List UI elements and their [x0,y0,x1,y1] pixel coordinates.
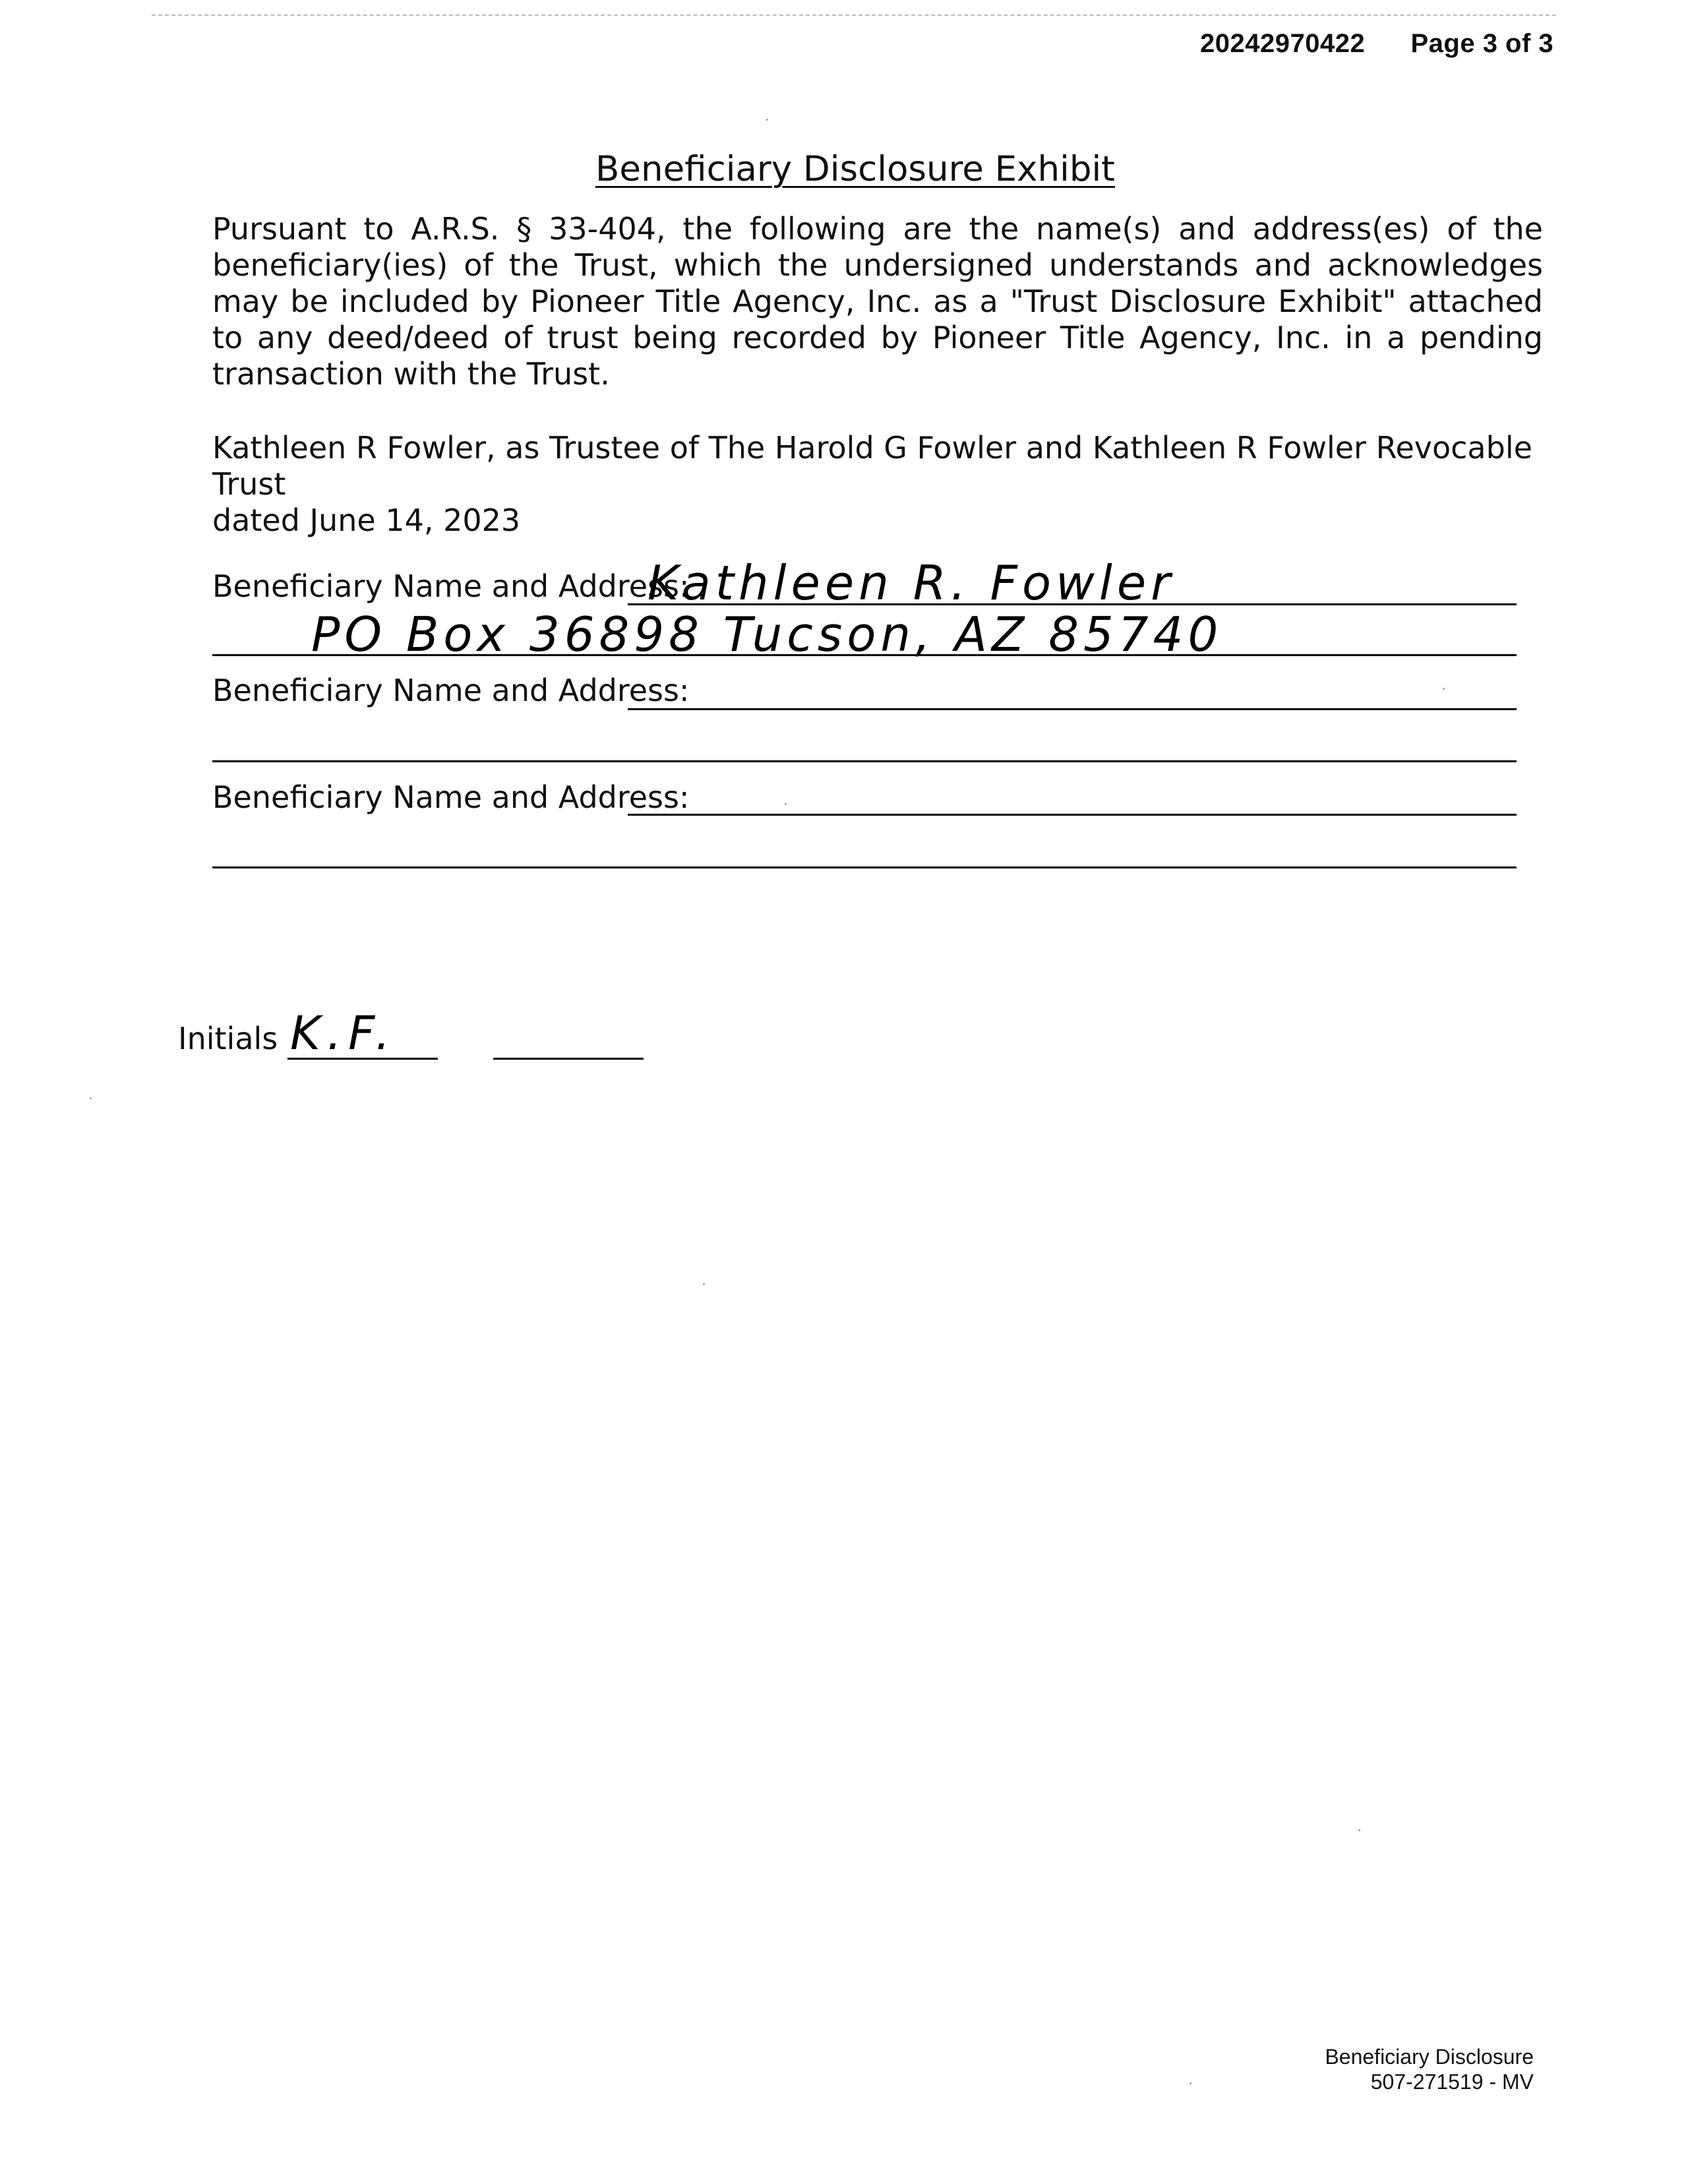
recording-header [1200,29,1553,59]
beneficiary-3-label: Beneficiary Name and Address: [212,779,690,815]
beneficiary-1-handwritten-address: PO Box 36898 Tucson, AZ 85740 [311,607,1223,662]
document-number: 20242970422 [1200,29,1366,58]
exhibit-title: Beneficiary Disclosure Exhibit [595,149,1115,189]
trustee-line-2: dated June 14, 2023 [212,502,521,538]
form-footer [1325,2044,1534,2094]
beneficiary-2-address-line [212,760,1517,762]
scan-speck [1443,688,1445,690]
scan-speck [1358,1829,1360,1831]
beneficiary-1-label: Beneficiary Name and Address: [212,568,690,604]
footer-form-code: 507-271519 - MV [1370,2070,1534,2094]
scan-speck [785,803,787,805]
scan-speck [766,119,768,121]
trustee-statement [212,430,1597,539]
disclosure-paragraph: Pursuant to A.R.S. § 33-404, the following are the name(s) and address(es) of the beneficiary(ies) of the Trust, which the undersigned understands and acknowledges may be included by Pioneer Title Agency, Inc. as a "Trust Disclosure Exhibit" attached to any deed/deed of trust being recorded by Pioneer Title Agency, Inc. in a pending transaction with the Trust. [212,211,1543,392]
footer-form-name: Beneficiary Disclosure [1325,2045,1534,2069]
beneficiary-2-name-line [628,708,1517,710]
initials-label: Initials [178,1021,278,1056]
trustee-line-1: Kathleen R Fowler, as Trustee of The Harold G Fowler and Kathleen R Fowler Revocable Trust [212,430,1532,502]
scan-speck [1190,2082,1191,2084]
scan-speck [703,1283,705,1285]
beneficiary-3-address-line [212,866,1517,868]
initials-handwritten: K.F. [290,1006,397,1060]
scan-edge-line [152,15,1556,16]
initials-line-1 [287,1058,438,1060]
beneficiary-1-handwritten-name: Kathleen R. Fowler [648,555,1175,611]
beneficiary-3-name-line [628,814,1517,816]
scan-speck [90,1097,92,1099]
initials-line-2 [493,1058,644,1060]
page-indicator: Page 3 of 3 [1410,29,1554,58]
beneficiary-2-label: Beneficiary Name and Address: [212,673,690,708]
